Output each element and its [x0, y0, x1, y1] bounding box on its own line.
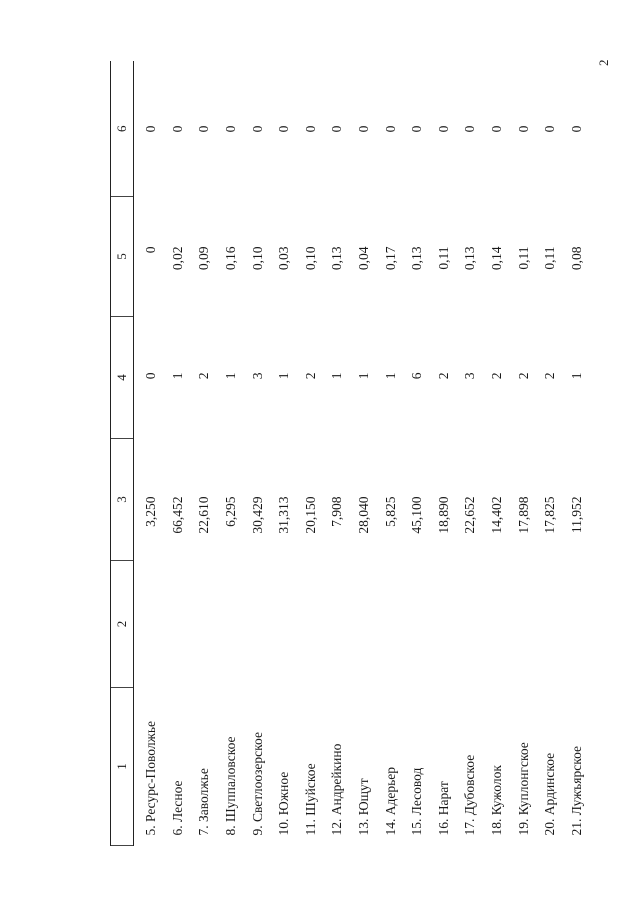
row-value-col6: 0: [143, 125, 159, 133]
row-value-col3: 11,952: [568, 496, 584, 534]
row-value-col3: 22,652: [462, 496, 478, 534]
row-value-col4: 2: [489, 372, 505, 380]
table-row: [191, 62, 218, 846]
row-value-col3: 3,250: [143, 496, 159, 527]
table-row: [510, 62, 537, 846]
table-header: [111, 62, 134, 846]
row-value-col5: 0,13: [462, 246, 478, 271]
row-name-cell: 14. Адерьер: [382, 766, 398, 836]
row-col2-cell: [377, 561, 404, 688]
row-value-col4: 3: [249, 372, 265, 380]
row-value-col3: 31,313: [276, 496, 292, 534]
row-value-col4: 1: [356, 372, 372, 380]
column-header-5: 5: [111, 197, 134, 317]
row-value-col4: 3: [462, 372, 478, 380]
row-value-col3: 17,898: [515, 496, 531, 534]
table-row: [564, 62, 591, 846]
header-row: [111, 62, 134, 846]
row-name-cell: 5. Ресурс-Поволжье: [143, 720, 159, 836]
row-value-col3: 30,429: [249, 496, 265, 534]
row-name-cell: 13. Ющут: [356, 778, 372, 836]
row-value-col5: 0,08: [568, 246, 584, 271]
column-header-1: 1: [111, 688, 134, 846]
table-row: [377, 62, 404, 846]
row-value-col4: 1: [169, 372, 185, 380]
row-col2-cell: [191, 561, 218, 688]
row-name-cell: 18. Кужолок: [489, 765, 505, 836]
row-value-col4: 1: [276, 372, 292, 380]
row-col2-cell: [218, 561, 245, 688]
column-header-4: 4: [111, 317, 134, 439]
row-value-col3: 66,452: [169, 496, 185, 534]
table-row: [271, 62, 298, 846]
row-value-col5: 0,03: [276, 246, 292, 271]
table-row: [165, 62, 192, 846]
row-col2-cell: [510, 561, 537, 688]
data-table: [110, 62, 590, 847]
row-value-col4: 2: [435, 372, 451, 380]
row-value-col5: 0,14: [489, 246, 505, 271]
row-name-cell: 6. Лесное: [169, 780, 185, 836]
table-row: [324, 62, 351, 846]
table-row: [484, 62, 511, 846]
table-row: [457, 62, 484, 846]
row-value-col3: 20,150: [302, 496, 318, 534]
row-name-cell: 20. Ардинское: [542, 752, 558, 836]
row-value-col3: 14,402: [489, 496, 505, 534]
row-name-cell: 16. Нарат: [435, 781, 451, 836]
row-value-col5: 0,11: [515, 246, 531, 270]
row-value-col5: 0,11: [435, 246, 451, 270]
row-col2-cell: [134, 561, 165, 688]
row-value-col6: 0: [409, 125, 425, 133]
row-col2-cell: [457, 561, 484, 688]
row-value-col5: 0,09: [196, 246, 212, 271]
row-col2-cell: [351, 561, 378, 688]
table-row: [244, 62, 271, 846]
row-value-col5: 0: [143, 246, 159, 254]
row-value-col3: 17,825: [542, 496, 558, 534]
row-value-col6: 0: [249, 125, 265, 133]
row-name-cell: 8. Шуппаловское: [223, 736, 239, 836]
row-value-col4: 2: [542, 372, 558, 380]
row-value-col5: 0,10: [302, 246, 318, 271]
row-col2-cell: [165, 561, 192, 688]
table-body: [134, 62, 591, 846]
row-value-col6: 0: [302, 125, 318, 133]
table-row: [431, 62, 458, 846]
table-row: [404, 62, 431, 846]
page-number: 2: [596, 59, 611, 66]
row-name-cell: 15. Лесовод: [409, 767, 425, 836]
row-col2-cell: [324, 561, 351, 688]
row-value-col4: 1: [568, 372, 584, 380]
row-value-col6: 0: [462, 125, 478, 133]
rotated-document-sheet: [0, 59, 640, 904]
row-value-col6: 0: [568, 125, 584, 133]
row-value-col5: 0,13: [409, 246, 425, 271]
row-value-col3: 45,100: [409, 496, 425, 534]
table-row: [537, 62, 564, 846]
row-value-col4: 1: [382, 372, 398, 380]
row-col2-cell: [271, 561, 298, 688]
table-row: [298, 62, 325, 846]
row-col2-cell: [484, 561, 511, 688]
row-value-col6: 0: [356, 125, 372, 133]
row-value-col3: 6,295: [223, 496, 239, 527]
table-row: [218, 62, 245, 846]
row-value-col5: 0,10: [249, 246, 265, 271]
row-value-col4: 6: [409, 372, 425, 380]
row-value-col5: 0,04: [356, 246, 372, 271]
row-value-col5: 0,11: [542, 246, 558, 270]
column-header-3: 3: [111, 439, 134, 561]
row-value-col4: 1: [329, 372, 345, 380]
row-col2-cell: [564, 561, 591, 688]
row-col2-cell: [244, 561, 271, 688]
row-name-cell: 7. Заволжье: [196, 768, 212, 836]
row-name-cell: 10. Южное: [276, 771, 292, 836]
row-name-cell: 21. Лужъярское: [568, 745, 584, 836]
row-value-col6: 0: [382, 125, 398, 133]
row-value-col6: 0: [435, 125, 451, 133]
row-value-col3: 18,890: [435, 496, 451, 534]
row-value-col6: 0: [489, 125, 505, 133]
row-value-col6: 0: [276, 125, 292, 133]
row-name-cell: 9. Светлоозерское: [249, 732, 265, 836]
row-value-col6: 0: [542, 125, 558, 133]
row-value-col6: 0: [196, 125, 212, 133]
row-value-col5: 0,13: [329, 246, 345, 271]
row-value-col3: 7,908: [329, 496, 345, 527]
row-value-col5: 0,02: [169, 246, 185, 271]
row-value-col6: 0: [329, 125, 345, 133]
row-name-cell: 19. Куплонгское: [515, 742, 531, 836]
row-value-col4: 1: [223, 372, 239, 380]
row-value-col4: 2: [302, 372, 318, 380]
row-value-col6: 0: [515, 125, 531, 133]
row-value-col3: 5,825: [382, 496, 398, 527]
row-name-cell: 17. Дубовское: [462, 754, 478, 836]
table-row: [134, 62, 165, 846]
row-value-col6: 0: [169, 125, 185, 133]
row-value-col6: 0: [223, 125, 239, 133]
row-value-col4: 2: [196, 372, 212, 380]
row-value-col5: 0,17: [382, 246, 398, 271]
table-row: [351, 62, 378, 846]
row-col2-cell: [404, 561, 431, 688]
row-name-cell: 12. Андрейкино: [329, 743, 345, 836]
row-value-col3: 22,610: [196, 496, 212, 534]
row-col2-cell: [298, 561, 325, 688]
row-value-col5: 0,16: [223, 246, 239, 271]
row-value-col3: 28,040: [356, 496, 372, 534]
row-value-col4: 2: [515, 372, 531, 380]
row-col2-cell: [431, 561, 458, 688]
row-value-col4: 0: [143, 372, 159, 380]
row-name-cell: 11. Шуйское: [302, 763, 318, 836]
column-header-2: 2: [111, 561, 134, 688]
row-col2-cell: [537, 561, 564, 688]
column-header-6: 6: [111, 62, 134, 197]
